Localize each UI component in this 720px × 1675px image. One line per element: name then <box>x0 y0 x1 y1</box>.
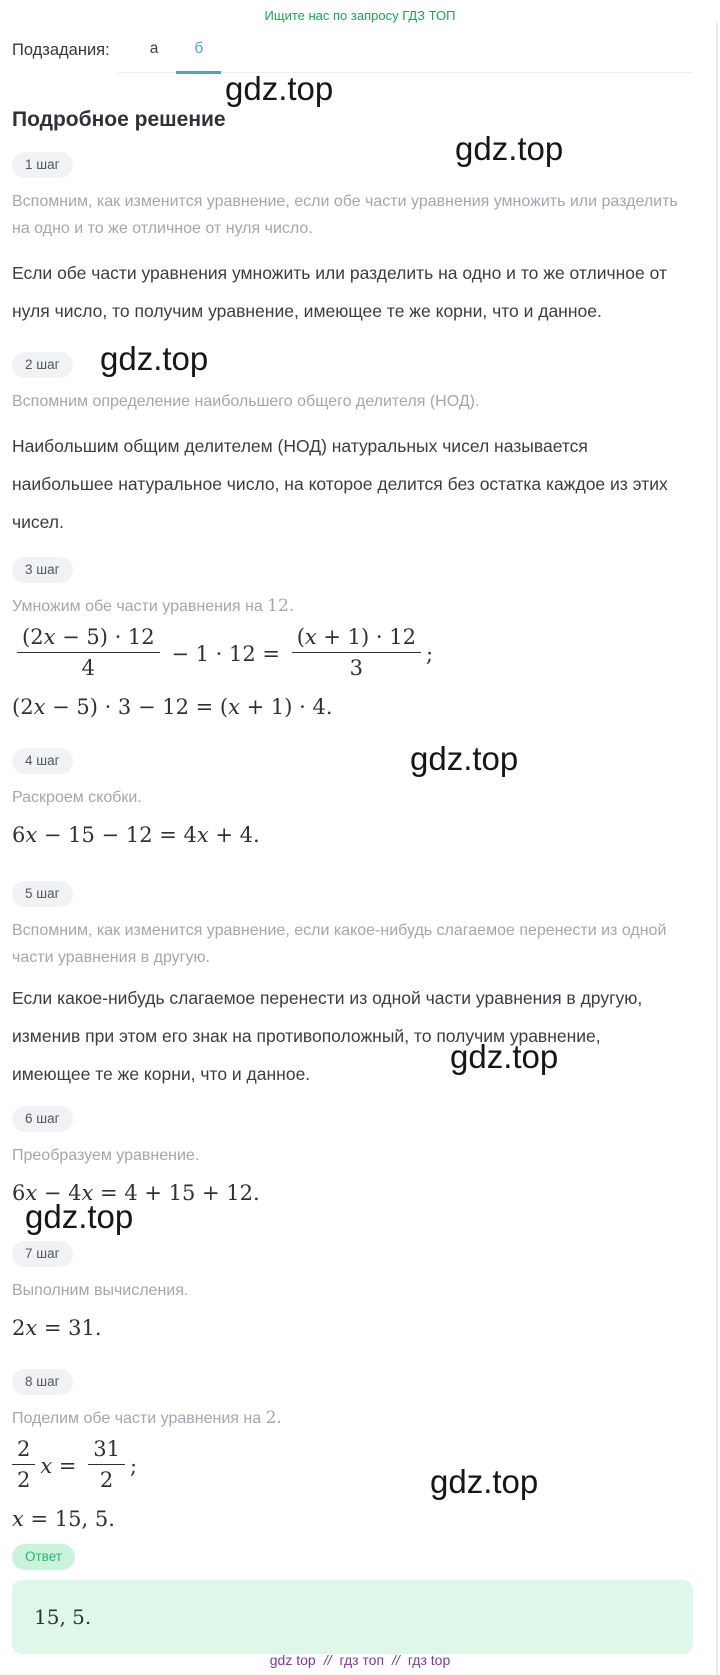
fraction-right <box>88 1437 125 1492</box>
footer-separator: // <box>323 1652 332 1668</box>
promo-text: Ищите нас по запросу ГДЗ ТОП <box>264 8 456 23</box>
step-8-hint-number: 2. <box>265 1408 282 1428</box>
equals-sign: = <box>58 1454 77 1478</box>
fraction-denominator: 3 <box>349 656 364 680</box>
step-7-badge: 7 шаг <box>12 1241 73 1267</box>
step-3-hint-text: Умножим обе части уравнения на <box>12 598 268 615</box>
step-2-hint: Вспомним определение наибольшего общего делителя (НОД). <box>12 393 480 410</box>
equation-tail: ; <box>425 642 434 666</box>
watermark-3: gdz.top <box>100 340 209 377</box>
footer-link-1[interactable]: gdz top <box>269 1652 316 1668</box>
step-4-hint: Раскроем скобки. <box>12 789 142 806</box>
watermark-5: gdz.top <box>450 1038 559 1075</box>
scrollbar-track[interactable] <box>716 22 718 1675</box>
step-3-badge: 3 шаг <box>12 557 73 583</box>
step-8-badge: 8 шаг <box>12 1369 73 1395</box>
fraction-numerator: (2x − 5) · 12 <box>17 625 160 653</box>
step-8 <box>12 1369 693 1531</box>
step-3-equation-1 <box>12 625 693 683</box>
step-8-equation-1 <box>12 1437 693 1495</box>
step-7-equation: 2x = 31. <box>12 1316 102 1340</box>
step-2 <box>12 352 693 541</box>
step-5-badge: 5 шаг <box>12 881 73 907</box>
step-6-badge: 6 шаг <box>12 1106 73 1132</box>
step-6-equation: 6x − 4x = 4 + 15 + 12. <box>12 1181 260 1205</box>
answer-badge: Ответ <box>12 1544 75 1570</box>
watermark-2: gdz.top <box>455 130 564 167</box>
step-1-hint: Вспомним, как изменится уравнение, если обе части уравнения умножить или разделить на одно и то же отличное от нуля число. <box>12 193 678 237</box>
step-5-body: Если какое-нибудь слагаемое перенести из одной части уравнения в другую, изменив при этом его знак на противоположный, то получим уравнение, имеющее те же корни, что и данное. <box>12 988 643 1084</box>
step-4-equation: 6x − 15 − 12 = 4x + 4. <box>12 823 260 847</box>
equation-variable: x <box>40 1454 53 1478</box>
watermark-4: gdz.top <box>410 740 519 777</box>
footer <box>0 1652 720 1668</box>
step-2-badge: 2 шаг <box>12 352 73 378</box>
fraction-numerator: 2 <box>12 1437 35 1465</box>
step-2-body: Наибольшим общим делителем (НОД) натуральных чисел называется наибольшее натуральное число, на которое делится без остатка каждое из этих чисел. <box>12 436 668 532</box>
step-3-hint-number: 12. <box>267 596 295 616</box>
watermark-6: gdz.top <box>25 1198 134 1235</box>
fraction-right <box>292 625 421 680</box>
fraction-left <box>17 625 160 680</box>
step-4 <box>12 748 693 847</box>
subtasks-label: Подзадания: <box>12 41 110 59</box>
subtasks-tabbar <box>12 40 693 73</box>
footer-link-2[interactable]: гдз топ <box>339 1652 385 1668</box>
step-1-body: Если обе части уравнения умножить или разделить на одно и то же отличное от нуля число, то получим уравнение, имеющее те же корни, что и данное. <box>12 263 667 321</box>
step-5 <box>12 881 693 1093</box>
fraction-left <box>12 1437 35 1492</box>
fraction-denominator: 4 <box>81 656 96 680</box>
step-3-hint <box>12 593 684 620</box>
tab-b[interactable]: б <box>176 40 221 74</box>
answer-box <box>12 1580 693 1654</box>
fraction-denominator: 2 <box>99 1468 114 1492</box>
step-8-equation-2: x = 15, 5. <box>12 1507 115 1531</box>
watermark-7: gdz.top <box>430 1463 539 1500</box>
equation-middle: − 1 · 12 = <box>171 642 280 666</box>
step-7 <box>12 1241 693 1340</box>
answer-section <box>12 1544 693 1654</box>
tabs-container <box>118 40 693 73</box>
step-7-hint: Выполним вычисления. <box>12 1282 189 1299</box>
step-4-badge: 4 шаг <box>12 748 73 774</box>
step-5-hint: Вспомним, как изменится уравнение, если какое-нибудь слагаемое перенести из одной части уравнения в другую. <box>12 922 667 966</box>
step-3 <box>12 557 693 719</box>
watermark-1: gdz.top <box>225 70 334 107</box>
page-title: Подробное решение <box>12 108 226 131</box>
tab-a[interactable]: а <box>149 40 159 57</box>
step-3-equation-2: (2x − 5) · 3 − 12 = (x + 1) · 4. <box>12 695 333 719</box>
footer-separator: // <box>392 1652 400 1668</box>
step-1 <box>12 152 693 330</box>
footer-link-3[interactable]: гдз top <box>407 1652 451 1668</box>
fraction-numerator: 31 <box>88 1437 125 1465</box>
step-6 <box>12 1106 693 1205</box>
step-6-hint: Преобразуем уравнение. <box>12 1147 200 1164</box>
answer-value: 15, 5. <box>34 1605 92 1629</box>
step-8-hint-text: Поделим обе части уравнения на <box>12 1410 266 1427</box>
fraction-numerator: (x + 1) · 12 <box>292 625 421 653</box>
equation-tail: ; <box>129 1454 138 1478</box>
fraction-denominator: 2 <box>17 1468 31 1492</box>
step-1-badge: 1 шаг <box>12 152 73 178</box>
step-8-hint <box>12 1405 684 1432</box>
